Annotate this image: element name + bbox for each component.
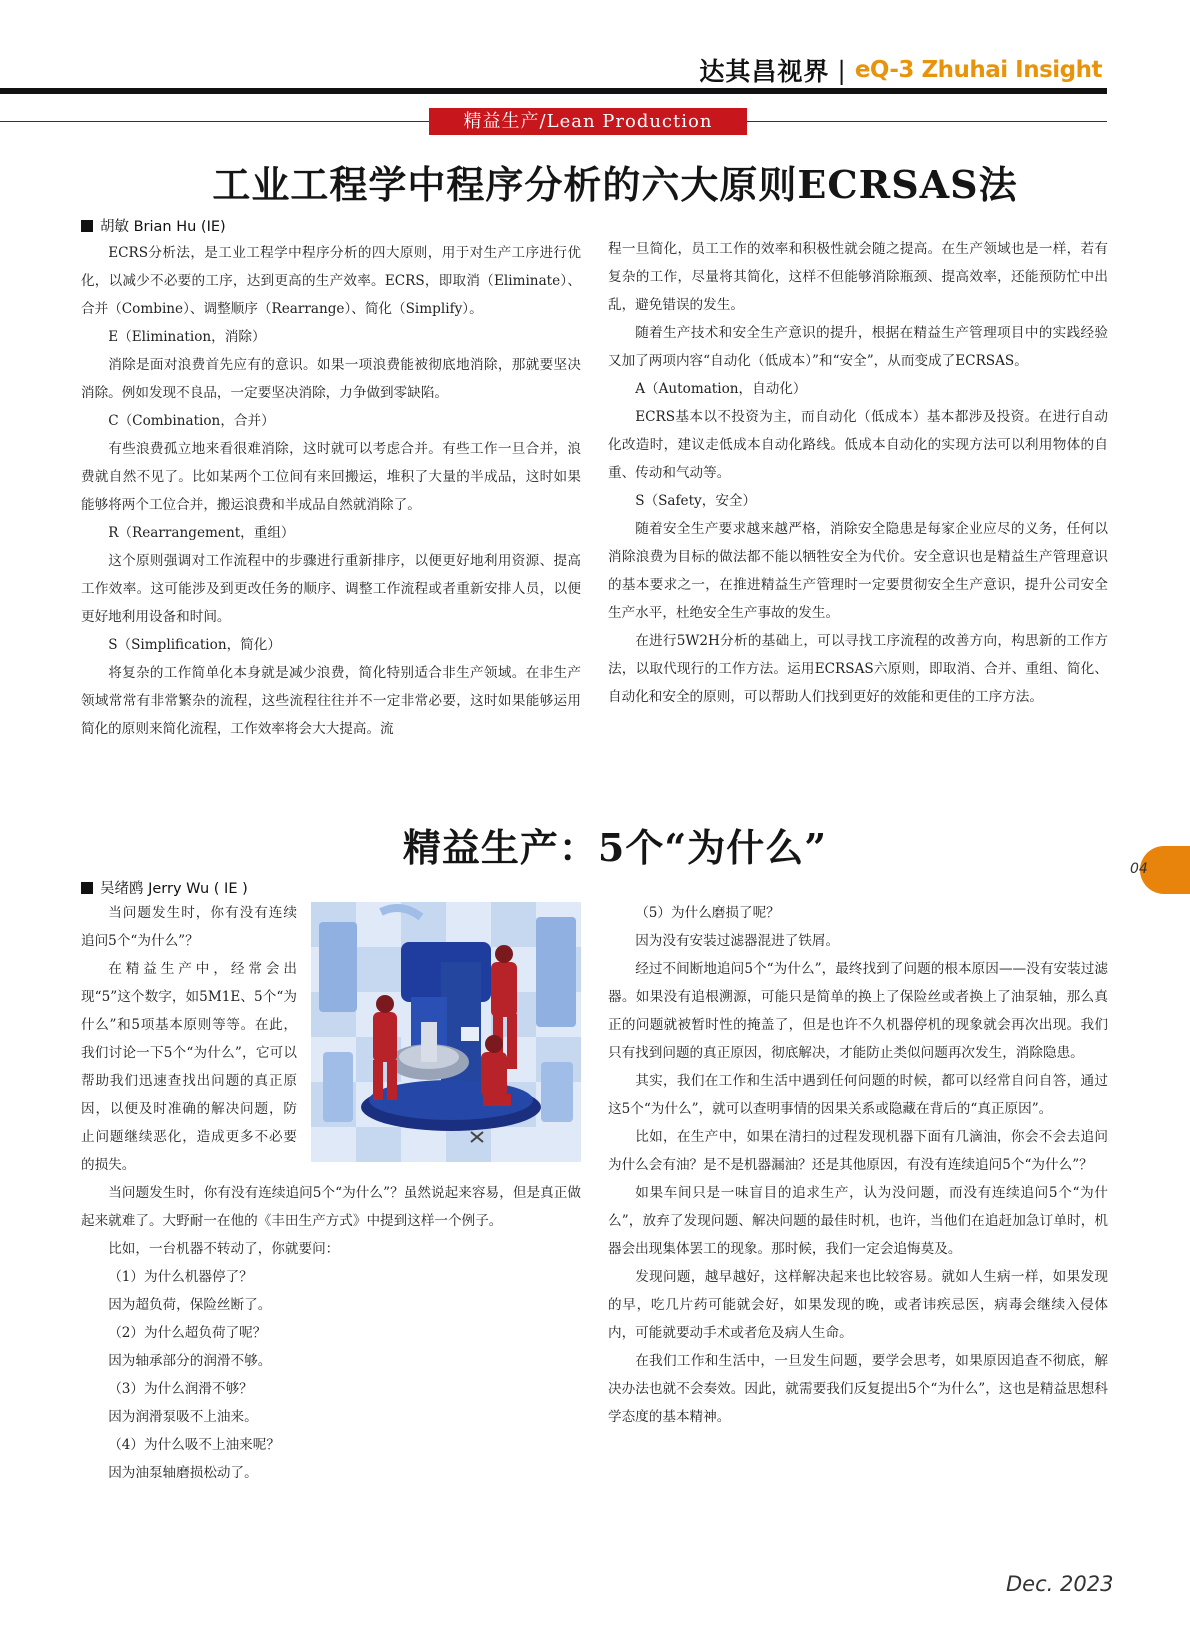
paragraph: 其实，我们在工作和生活中遇到任何问题的时候，都可以经常自问自答，通过这5个“为什么”，就可以查明事情的因果关系或隐藏在背后的“真正原因”。 (608, 1073, 1108, 1117)
paragraph: 因为没有安装过滤器混进了铁屑。 (635, 933, 840, 949)
page-number: 04 (1130, 861, 1148, 877)
machine-repair-illustration (311, 902, 581, 1162)
paragraph: 当问题发生时，你有没有连续追问5个“为什么”？虽然说起来容易，但是真正做起来就难了。大野耐一在他的《丰田生产方式》中提到这样一个例子。 (81, 1185, 581, 1229)
article1-author-name: 胡敏 Brian Hu (IE) (100, 219, 226, 235)
article1-author (81, 215, 226, 236)
article2-author (81, 877, 248, 898)
header-rule-thick (0, 88, 1107, 94)
article2-author-name: 吴绪鸥 Jerry Wu ( IE ) (100, 881, 248, 897)
paragraph: 经过不间断地追问5个“为什么”，最终找到了问题的根本原因——没有安装过滤器。如果没有追根溯源，可能只是简单的换上了保险丝或者换上了油泵轴，那么真正的问题就被暂时性的掩盖了，但是也许不久机器停机的现象就会再次出现。我们只有找到问题的真正原因，彻底解决，才能防止类似问题再次发生，消除隐患。 (608, 961, 1108, 1061)
paragraph: 因为轴承部分的润滑不够。 (108, 1353, 272, 1369)
article1-title: 工业工程学中程序分析的六大原则ECRSAS法 (212, 162, 1018, 207)
paragraph: 发现问题，越早越好，这样解决起来也比较容易。就如人生病一样，如果发现的早，吃几片药可能就会好，如果发现的晚，或者讳疾忌医，病毒会继续入侵体内，可能就要动手术或者危及病人生命。 (608, 1269, 1108, 1341)
masthead-english: eQ-3 Zhuhai Insight (854, 57, 1102, 83)
paragraph: 随着生产技术和安全生产意识的提升，根据在精益生产管理项目中的实践经验又加了两项内容“自动化（低成本）”和“安全”，从而变成了ECRSAS。 (608, 325, 1108, 369)
section-tag: 精益生产/Lean Production (429, 108, 747, 135)
paragraph: 将复杂的工作简单化本身就是减少浪费，简化特别适合非生产领域。在非生产领域常常有非常繁杂的流程，这些流程往往并不一定非常必要，这时如果能够运用简化的原则来简化流程，工作效率将会大大提高。流 (81, 665, 581, 737)
paragraph: 有些浪费孤立地来看很难消除，这时就可以考虑合并。有些工作一旦合并，浪费就自然不见了。比如某两个工位间有来回搬运，堆积了大量的半成品，这时如果能够将两个工位合并，搬运浪费和半成品自然就消除了。 (81, 441, 581, 513)
paragraph: （4）为什么吸不上油来呢？ (108, 1437, 280, 1453)
paragraph: 比如，一台机器不转动了，你就要问： (108, 1241, 340, 1257)
paragraph: 因为超负荷，保险丝断了。 (108, 1297, 272, 1313)
paragraph: 在我们工作和生活中，一旦发生问题，要学会思考，如果原因追查不彻底，解决办法也就不会奏效。因此，就需要我们反复提出5个“为什么”，这也是精益思想科学态度的基本精神。 (608, 1353, 1108, 1425)
article1-column-left (81, 239, 581, 743)
masthead-separator: | (837, 55, 847, 85)
article2-column-right (608, 899, 1108, 1431)
paragraph: 因为油泵轴磨损松动了。 (108, 1465, 258, 1481)
paragraph: ECRS基本以不投资为主，而自动化（低成本）基本都涉及投资。在进行自动化改造时，建议走低成本自动化路线。低成本自动化的实现方法可以利用物体的自重、传动和气动等。 (608, 409, 1108, 481)
paragraph: （1）为什么机器停了？ (108, 1269, 253, 1285)
masthead-chinese: 达其昌视界 (699, 57, 830, 86)
article2-title: 精益生产：5个“为什么” (402, 825, 828, 870)
paragraph: R（Rearrangement，重组） (108, 525, 295, 541)
paragraph: S（Safety，安全） (635, 493, 757, 509)
paragraph: 在进行5W2H分析的基础上，可以寻找工序流程的改善方向，构思新的工作方法，以取代现行的工作方法。运用ECRSAS六原则，即取消、合并、重组、简化、自动化和安全的原则，可以帮助人们找到更好的效能和更佳的工序方法。 (608, 633, 1108, 705)
paragraph: （2）为什么超负荷了呢？ (108, 1325, 267, 1341)
paragraph: 消除是面对浪费首先应有的意识。如果一项浪费能被彻底地消除，那就要坚决消除。例如发现不良品，一定要坚决消除，力争做到零缺陷。 (81, 357, 581, 401)
paragraph: 如果车间只是一味盲目的追求生产，认为没问题，而没有连续追问5个“为什么”，放弃了发现问题、解决问题的最佳时机，也许，当他们在追赶加急订单时，机器会出现集体罢工的现象。那时候，我们一定会追悔莫及。 (608, 1185, 1108, 1257)
paragraph: E（Elimination，消除） (108, 329, 266, 345)
masthead (699, 52, 1102, 88)
paragraph: ECRS分析法，是工业工程学中程序分析的四大原则，用于对生产工序进行优化，以减少不必要的工序，达到更高的生产效率。ECRS，即取消（Eliminate）、合并（Combine）、调整顺序（Rearrange）、简化（Simplify）。 (81, 245, 581, 317)
author-bullet-icon (81, 882, 93, 894)
paragraph: 在精益生产中，经常会出现“5”这个数字，如5M1E、5个“为什么”和5项基本原则等等。在此，我们讨论一下5个“为什么”，它可以帮助我们迅速查找出问题的真正原因，以便及时准确的解决问题，防止问题继续恶化，造成更多不必要的损失。 (81, 961, 297, 1173)
paragraph: 比如，在生产中，如果在清扫的过程发现机器下面有几滴油，你会不会去追问为什么会有油？是不是机器漏油？还是其他原因，有没有连续追问5个“为什么”？ (608, 1129, 1108, 1173)
article1-column-right (608, 235, 1108, 711)
paragraph: 当问题发生时，你有没有连续追问5个“为什么”？ (81, 905, 297, 949)
paragraph: 这个原则强调对工作流程中的步骤进行重新排序，以便更好地利用资源、提高工作效率。这可能涉及到更改任务的顺序、调整工作流程或者重新安排人员，以便更好地利用设备和时间。 (81, 553, 581, 625)
author-bullet-icon (81, 220, 93, 232)
issue-date: Dec. 2023 (1006, 1572, 1114, 1596)
paragraph: （5）为什么磨损了呢？ (635, 905, 780, 921)
paragraph: 因为润滑泵吸不上油来。 (108, 1409, 258, 1425)
paragraph: S（Simplification，简化） (108, 637, 281, 653)
paragraph: 随着安全生产要求越来越严格，消除安全隐患是每家企业应尽的义务，任何以消除浪费为目标的做法都不能以牺牲安全为代价。安全意识也是精益生产管理意识的基本要求之一，在推进精益生产管理时一定要贯彻安全生产意识，提升公司安全生产水平，杜绝安全生产事故的发生。 (608, 521, 1108, 621)
paragraph: A（Automation，自动化） (635, 381, 807, 397)
paragraph: 程一旦简化，员工工作的效率和积极性就会随之提高。在生产领域也是一样，若有复杂的工作，尽量将其简化，这样不但能够消除瓶颈、提高效率，还能预防忙中出乱，避免错误的发生。 (608, 241, 1108, 313)
article2-column-left (81, 899, 581, 1487)
paragraph: C（Combination，合并） (108, 413, 275, 429)
paragraph: （3）为什么润滑不够？ (108, 1381, 253, 1397)
